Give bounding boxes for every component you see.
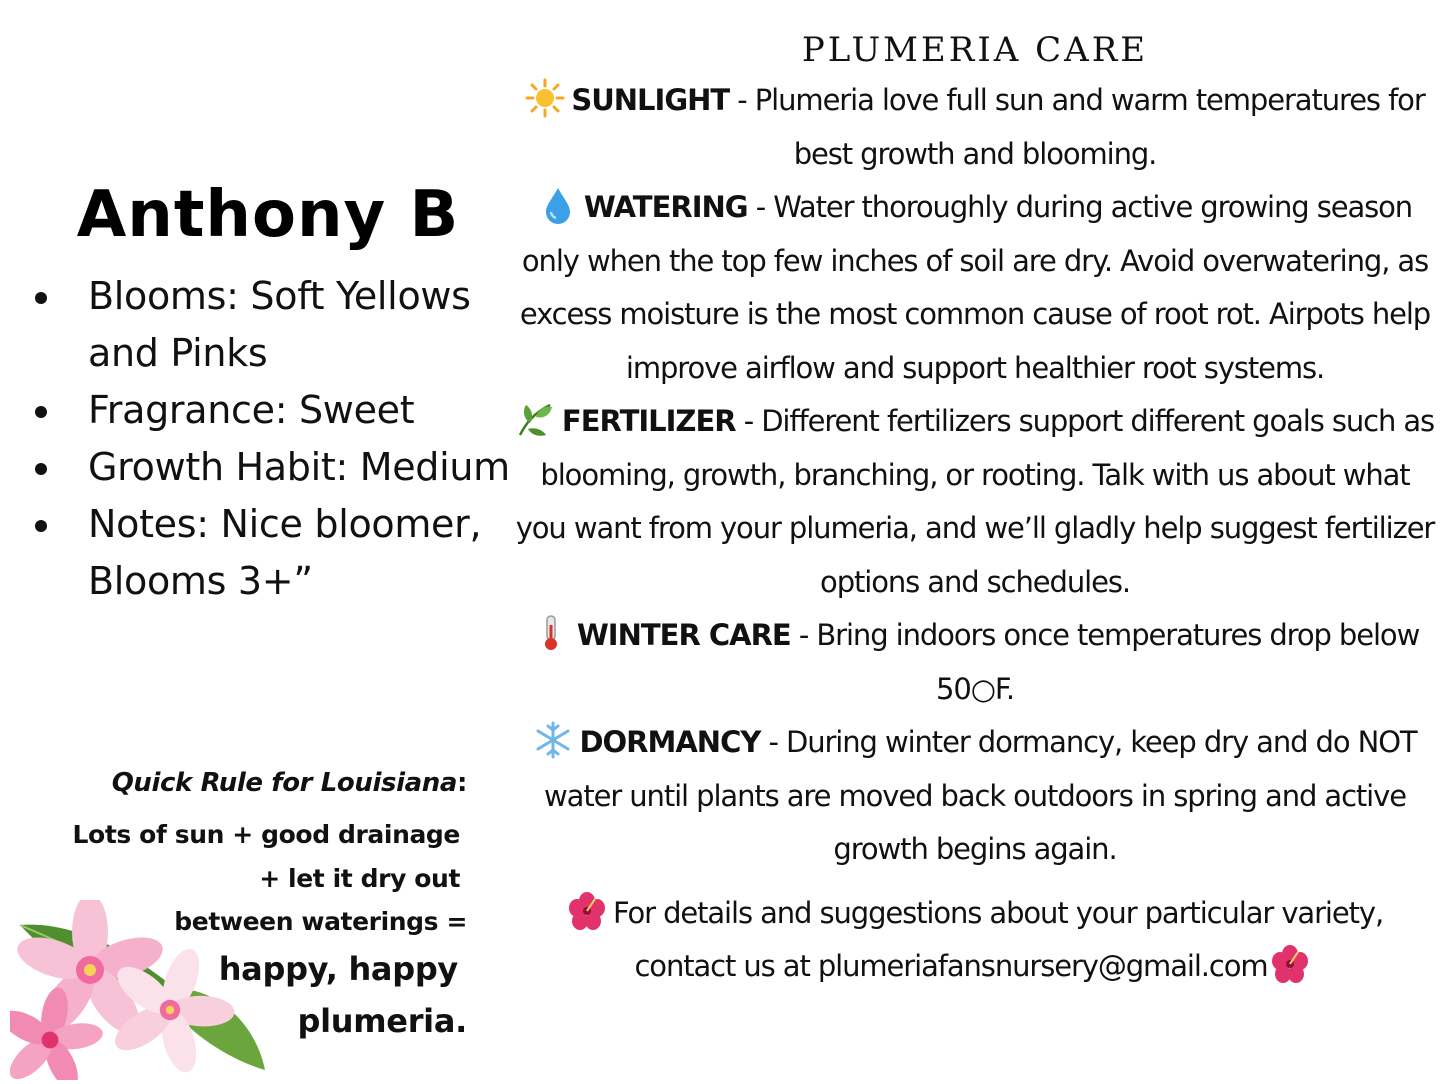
quick-rule-title: Quick Rule for Louisiana: [111,768,467,798]
variety-details-list [30,268,520,610]
detail-fragrance: Fragrance: Sweet [30,382,520,439]
care-body [515,74,1435,994]
sun-icon [525,78,565,118]
variety-title: Anthony B [76,178,460,252]
care-heading: PLUMERIA CARE [801,30,1149,70]
leaf-icon [516,399,556,439]
variety-panel [0,0,520,1084]
care-section-fertilizer: FERTILIZER - Different fertilizers support different goals such as blooming, growth, branching, or rooting. Talk with us about what you want from your plumeria, and we’ll gladly help suggest fertilizer options and schedules. [515,395,1435,609]
contact-info [515,887,1435,994]
bullet-dot [35,520,47,532]
quick-rule-line-3: between waterings = [174,907,467,936]
bullet-dot [35,292,47,304]
quick-rule-line-5: plumeria. [297,1002,467,1040]
quick-rule-line-4: happy, happy [218,950,458,988]
bullet-dot [35,406,47,418]
water-drop-icon [538,185,578,225]
care-section-winter-care: WINTER CARE - Bring indoors once temperatures drop below 50○F. [515,609,1435,716]
detail-notes: Notes: Nice bloomer, Blooms 3+” [30,496,520,610]
quick-rule-line-2: + let it dry out [259,864,460,893]
snowflake-icon [533,720,573,760]
contact-text: For details and suggestions about your particular variety, contact us at plumeriafansnursery@gmail.com [612,895,1384,983]
hibiscus-icon [1270,944,1310,984]
hibiscus-icon [567,891,607,931]
detail-blooms: Blooms: Soft Yellows and Pinks [30,268,520,382]
care-section-dormancy: DORMANCY - During winter dormancy, keep dry and do NOT water until plants are moved back outdoors in spring and active growth begins again. [515,716,1435,877]
bullet-dot [35,463,47,475]
care-panel [515,0,1440,1084]
quick-rule-line-1: Lots of sun + good drainage [72,820,460,849]
care-section-sunlight: SUNLIGHT - Plumeria love full sun and warm temperatures for best growth and blooming. [515,74,1435,181]
care-section-watering: WATERING - Water thoroughly during active growing season only when the top few inches of soil are dry. Avoid overwatering, as excess moisture is the most common cause of root rot. Airpots help improve airflow and support healthier root systems. [515,181,1435,395]
detail-growth-habit: Growth Habit: Medium [30,439,520,496]
thermometer-icon [531,613,571,653]
